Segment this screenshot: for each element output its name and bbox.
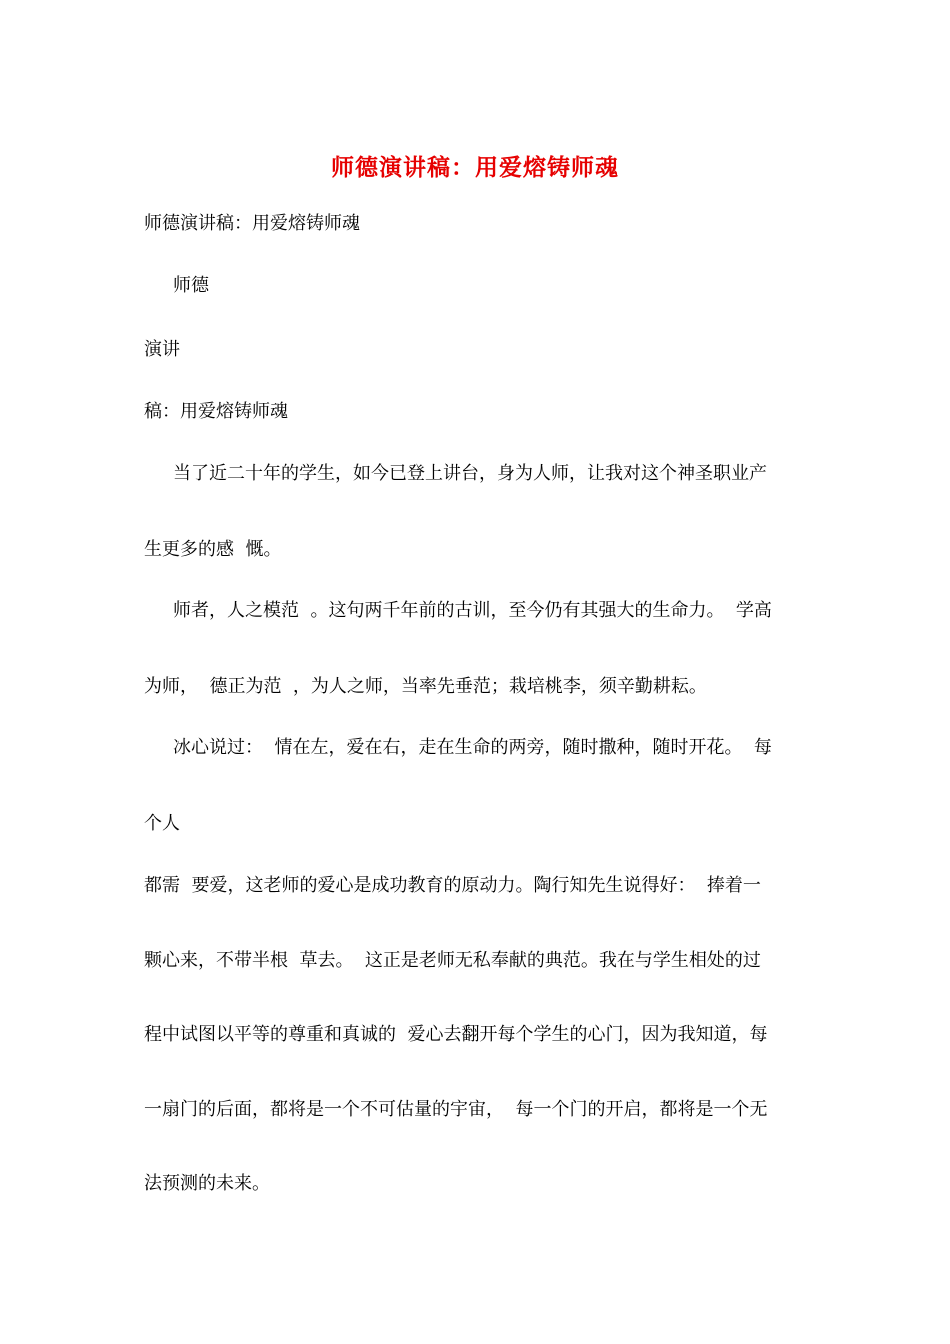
paragraph-line: 为师， 德正为范 ，为人之师，当率先垂范；栽培桃李，须辛勤耕耘。 (144, 676, 707, 697)
text-line: 演讲 (144, 339, 180, 360)
subtitle-line: 师德演讲稿：用爱熔铸师魂 (144, 213, 360, 234)
paragraph-line: 个人 (144, 813, 180, 834)
paragraph-line: 师者，人之模范 。这句两千年前的古训，至今仍有其强大的生命力。 学高 (173, 600, 772, 621)
paragraph-line: 当了近二十年的学生，如今已登上讲台，身为人师，让我对这个神圣职业产 (173, 463, 767, 484)
paragraph-line: 颗心来，不带半根 草去。 这正是老师无私奉献的典范。我在与学生相处的过 (144, 950, 761, 971)
paragraph-line: 一扇门的后面，都将是一个不可估量的宇宙， 每一个门的开启，都将是一个无 (144, 1099, 768, 1120)
paragraph-line: 程中试图以平等的尊重和真诚的 爱心去翻开每个学生的心门，因为我知道，每 (144, 1024, 768, 1045)
paragraph-line: 冰心说过： 情在左，爱在右，走在生命的两旁，随时撒种，随时开花。 每 (173, 737, 772, 758)
text-line: 稿：用爱熔铸师魂 (144, 401, 288, 422)
paragraph-line: 生更多的感 慨。 (144, 539, 282, 560)
paragraph-line: 都需 要爱，这老师的爱心是成功教育的原动力。陶行知先生说得好： 捧着一 (144, 875, 761, 896)
document-title: 师德演讲稿：用爱熔铸师魂 (331, 154, 619, 181)
paragraph-line: 法预测的未来。 (144, 1173, 270, 1194)
text-line: 师德 (173, 275, 209, 296)
